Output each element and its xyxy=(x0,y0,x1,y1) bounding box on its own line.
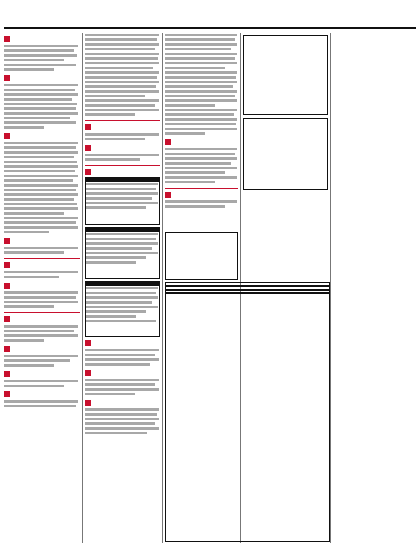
farmacias-heading xyxy=(166,289,329,291)
category-heading xyxy=(85,169,160,175)
urgency-phones-heading xyxy=(166,285,329,287)
category-heading xyxy=(85,400,160,406)
category-bullet-icon xyxy=(4,391,10,397)
section-heading-maquinaria xyxy=(4,312,80,313)
category-bullet-icon xyxy=(85,400,91,406)
category-heading xyxy=(165,139,238,145)
category-heading xyxy=(4,391,80,397)
category-bullet-icon xyxy=(165,192,171,198)
category-heading xyxy=(4,36,80,42)
ad-compro-todo xyxy=(85,177,160,225)
category-bullet-icon xyxy=(4,371,10,377)
category-heading xyxy=(165,192,238,198)
category-heading xyxy=(85,370,160,376)
la-patria-directory-box xyxy=(165,282,330,542)
ad-compro-dolar xyxy=(85,227,160,279)
footer-la-patria xyxy=(166,292,329,294)
category-heading xyxy=(4,262,80,268)
category-bullet-icon xyxy=(165,139,171,145)
column-divider xyxy=(330,33,331,543)
category-bullet-icon xyxy=(4,262,10,268)
category-heading xyxy=(85,145,160,151)
category-bullet-icon xyxy=(85,340,91,346)
category-heading xyxy=(4,283,80,289)
category-bullet-icon xyxy=(4,346,10,352)
classifieds-column-2 xyxy=(85,33,160,541)
category-heading xyxy=(4,238,80,244)
category-heading xyxy=(4,316,80,322)
ad-se-extravio-soat xyxy=(243,118,328,190)
category-bullet-icon xyxy=(85,145,91,151)
category-bullet-icon xyxy=(4,133,10,139)
category-bullet-icon xyxy=(4,36,10,42)
classifieds-column-1 xyxy=(4,33,80,541)
category-bullet-icon xyxy=(4,238,10,244)
category-heading xyxy=(4,75,80,81)
category-heading xyxy=(85,124,160,130)
section-heading-tecnologia xyxy=(165,188,238,189)
section-heading-musica xyxy=(85,120,160,121)
column-divider xyxy=(162,33,163,543)
column-divider xyxy=(82,33,83,543)
category-heading xyxy=(4,346,80,352)
category-heading xyxy=(4,371,80,377)
ad-compro-todo-2 xyxy=(85,281,160,337)
page-header xyxy=(4,3,416,29)
category-bullet-icon xyxy=(85,169,91,175)
category-bullet-icon xyxy=(4,75,10,81)
la-patria-promo xyxy=(165,232,238,280)
category-bullet-icon xyxy=(85,370,91,376)
section-heading-varios xyxy=(85,165,160,166)
category-heading xyxy=(85,340,160,346)
ad-en-venta-farmacia xyxy=(243,35,328,115)
category-bullet-icon xyxy=(4,283,10,289)
category-bullet-icon xyxy=(4,316,10,322)
category-heading xyxy=(4,133,80,139)
section-heading-telefonos xyxy=(4,258,80,259)
category-bullet-icon xyxy=(85,124,91,130)
